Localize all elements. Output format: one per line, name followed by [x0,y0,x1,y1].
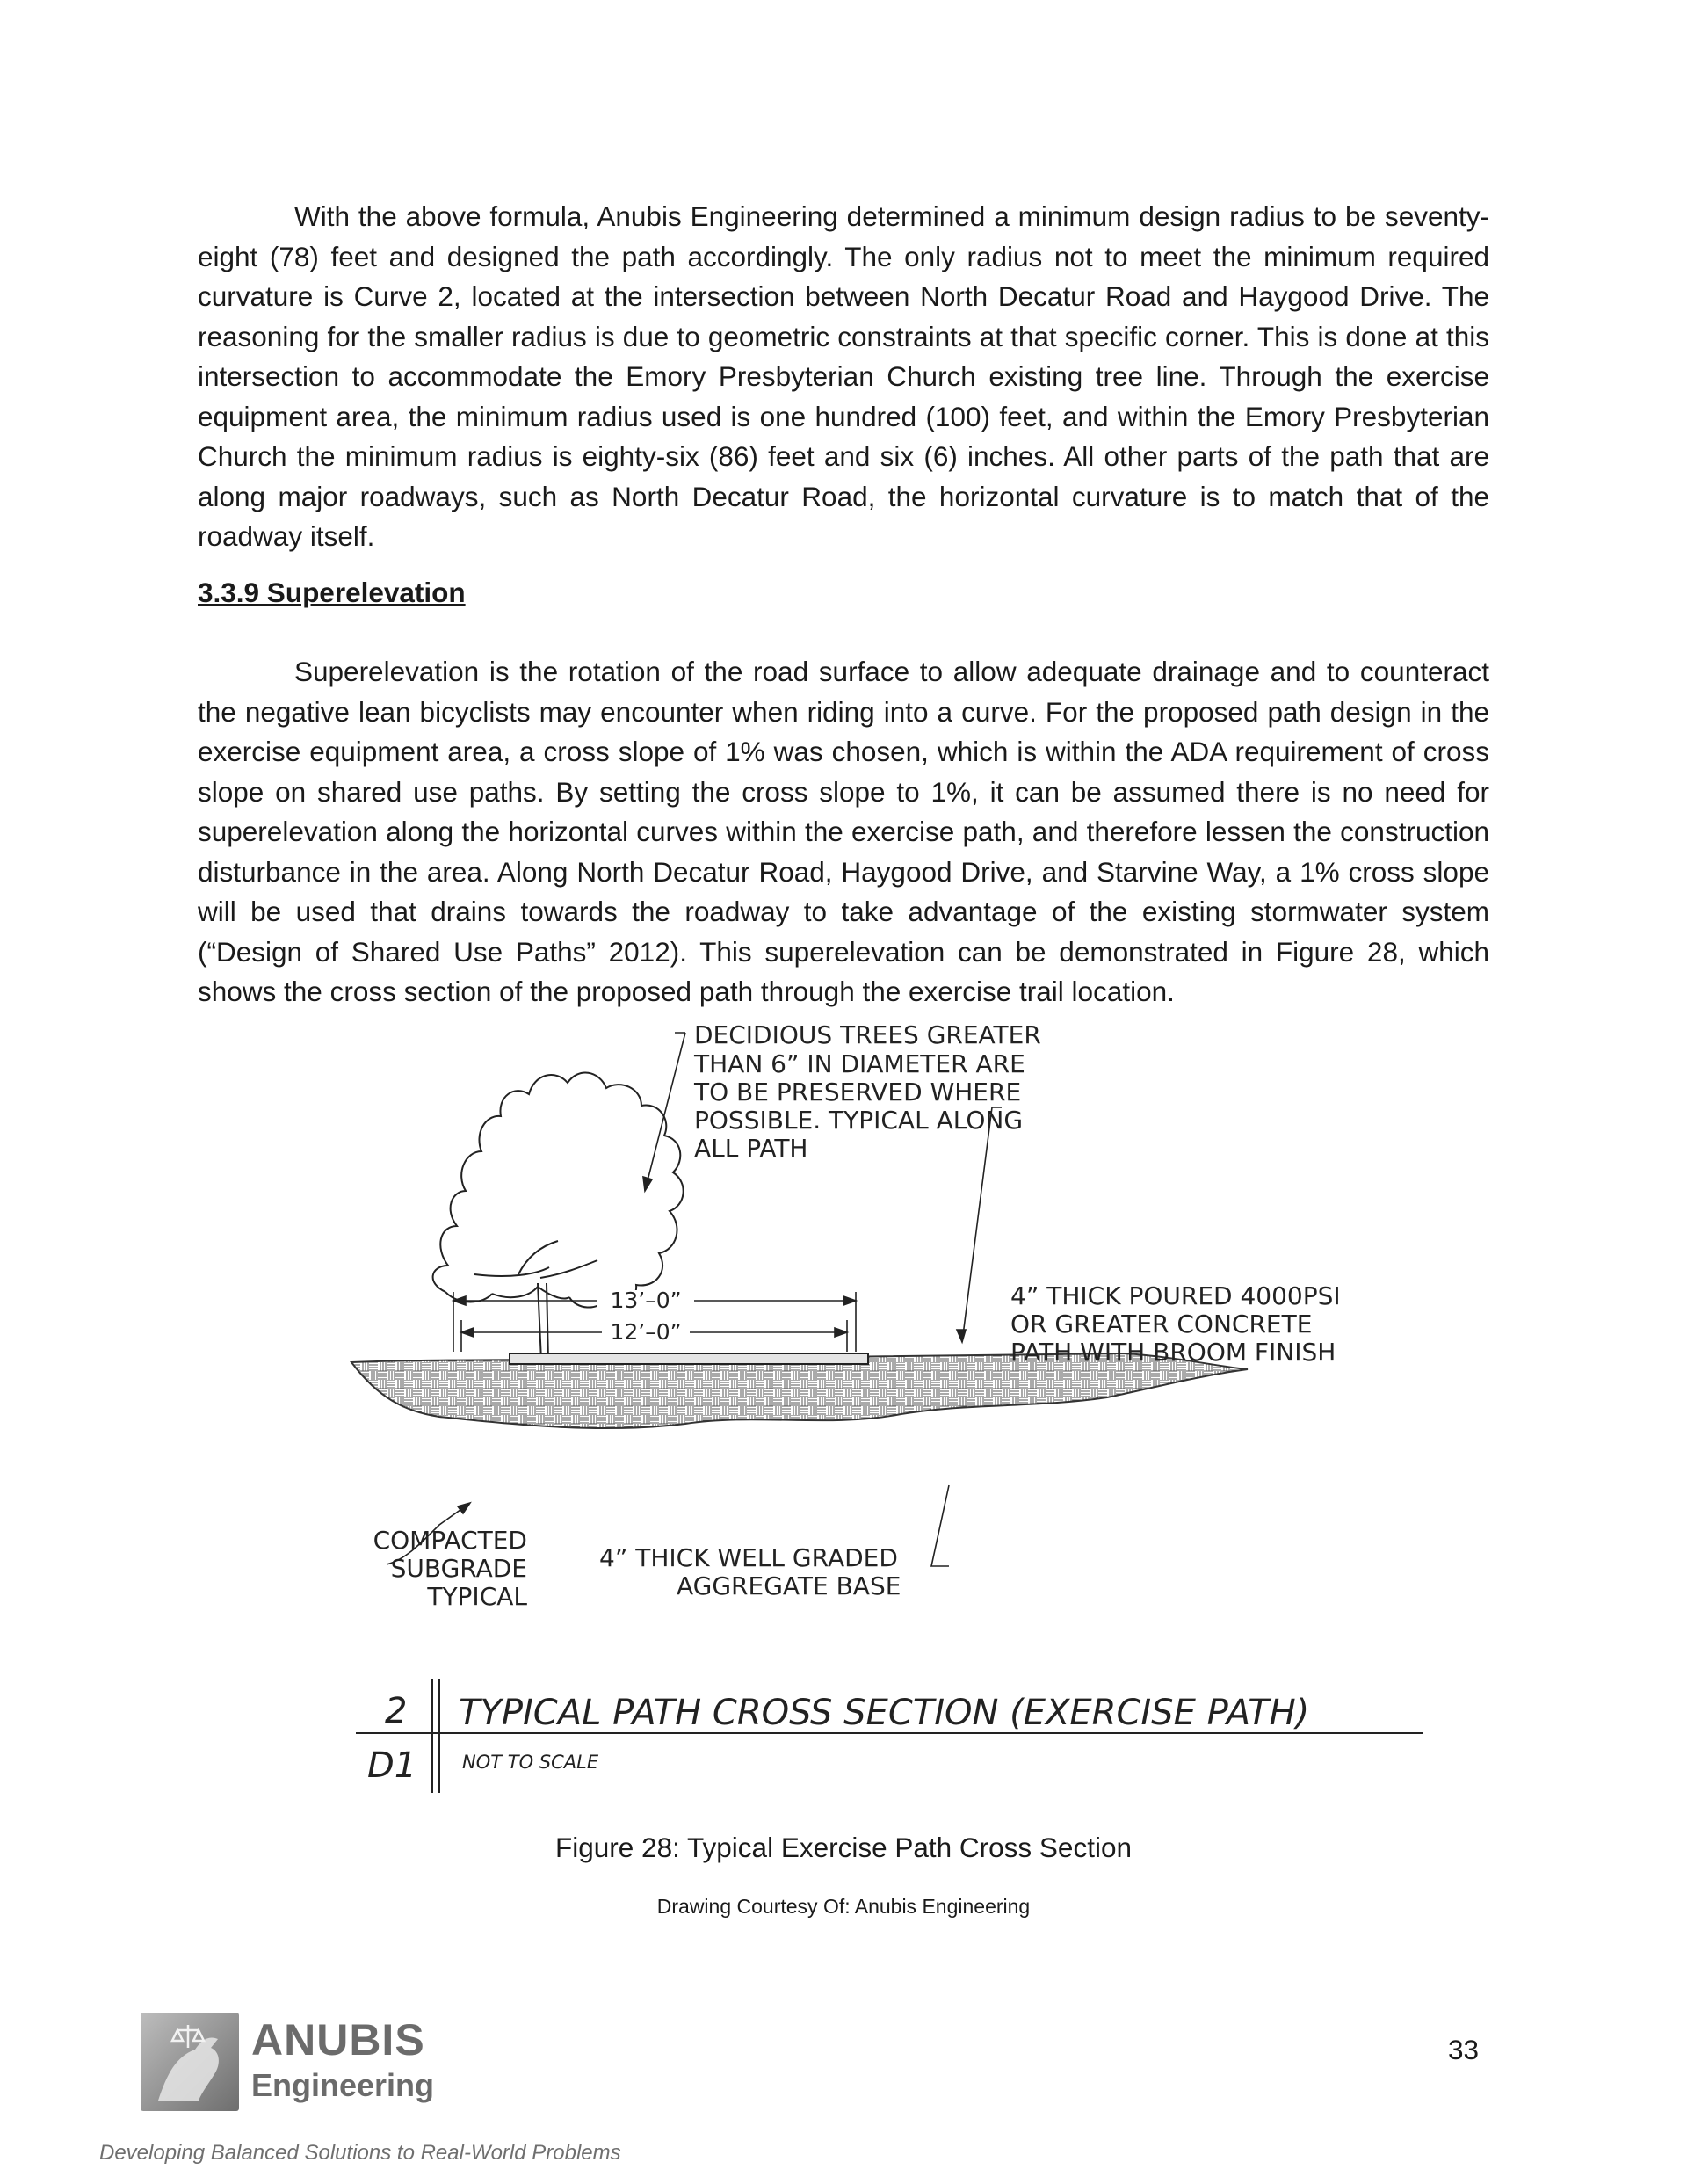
concrete-path-slab [510,1353,868,1364]
figure-credit: Drawing Courtesy Of: Anubis Engineering [656,1895,1031,1918]
section-heading: 3.3.9 Superelevation [198,577,466,608]
concrete-note-line-2: OR GREATER CONCRETE [1010,1310,1313,1339]
subgrade-note-line-3: TYPICAL [427,1582,527,1611]
scale-note: NOT TO SCALE [462,1752,599,1773]
detail-title-block [356,1679,1423,1793]
trees-note-line-3: TO BE PRESERVED WHERE [694,1077,1022,1107]
page-number: 33 [1448,2034,1480,2065]
concrete-note-line-1: 4” THICK POURED 4000PSI [1010,1281,1341,1310]
cross-section-figure [334,1011,1432,1819]
detail-title: TYPICAL PATH CROSS SECTION (EXERCISE PATH) [459,1693,1310,1733]
subgrade-note-line-2: SUBGRADE [390,1554,527,1583]
aggregate-base-note [599,1543,901,1600]
trees-note-line-1: DECIDIOUS TREES GREATER [694,1020,1041,1049]
detail-number: 2 [385,1691,408,1731]
trees-note [693,1020,1041,1163]
figure-caption: Figure 28: Typical Exercise Path Cross Section [555,1832,1132,1863]
footer-tagline: Developing Balanced Solutions to Real-World Problems [99,2141,621,2165]
base-note-line-1: 4” THICK WELL GRADED [599,1543,898,1572]
dimension-12ft: 12’–0” [610,1319,682,1345]
dimension-13ft: 13’–0” [610,1288,682,1313]
trees-note-line-5: ALL PATH [694,1134,808,1163]
sheet-number: D1 [367,1745,417,1786]
logo-name: ANUBIS [251,2015,425,2064]
body-paragraph-2: Superelevation is the rotation of the road surface to allow adequate drainage and to counteract the negative lean bicyclists may encounter when riding into a curve. For the proposed path design in the exercise equipment area, a cross slope of 1% was chosen, which is within the ADA requirement of cross slope on shared use paths. By setting the cross slope to 1%, it can be assumed there is no need for superelevation along the horizontal curves within the exercise path, and therefore lessen the construction disturbance in the area. Along North Decatur Road, Haygood Drive, and Starvine Way, a 1% cross slope will be used that drains towards the roadway to take advantage of the existing stormwater system (“Design of Shared Use Paths” 2012). This superelevation can be demonstrated in Figure 28, which shows the cross section of the proposed path through the exercise trail location. [198,656,1489,1007]
anubis-logo-icon [141,2013,239,2111]
trees-note-line-4: POSSIBLE. TYPICAL ALONG [694,1106,1024,1135]
subgrade-note-line-1: COMPACTED [373,1526,527,1555]
tree-illustration [433,1073,684,1360]
concrete-note [1010,1281,1341,1367]
subgrade-note [373,1526,528,1611]
company-logo [141,2013,457,2118]
body-paragraph-1: With the above formula, Anubis Engineering determined a minimum design radius to be seventy-eight (78) feet and designed the path accordingly. The only radius not to meet the minimum required curvature is Curve 2, located at the intersection between North Decatur Road and Haygood Drive. The reasoning for the smaller radius is due to geometric constraints at that specific corner. This is done at this intersection to accommodate the Emory Presbyterian Church existing tree line. Through the exercise equipment area, the minimum radius used is one hundred (100) feet, and within the Emory Presbyterian Church the minimum radius is eighty-six (86) feet and six (6) inches. All other parts of the path that are along major roadways, such as North Decatur Road, the horizontal curvature is to match that of the roadway itself. [198,200,1489,552]
trees-note-line-2: THAN 6” IN DIAMETER ARE [694,1049,1025,1078]
base-note-line-2: AGGREGATE BASE [677,1571,901,1600]
logo-subtitle: Engineering [251,2067,435,2103]
concrete-note-line-3: PATH WITH BROOM FINISH [1010,1338,1336,1367]
cross-section-drawing [334,1011,1432,1819]
